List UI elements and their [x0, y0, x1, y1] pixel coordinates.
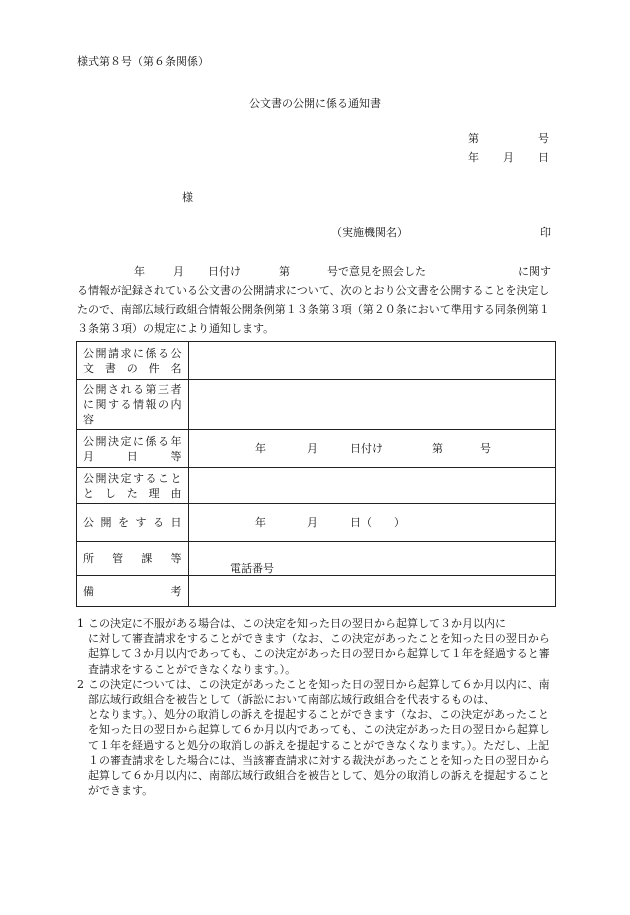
disclosure-day: 日（ ）	[350, 515, 405, 529]
notice-body	[77, 262, 555, 338]
decision-date-value	[189, 430, 556, 468]
subject-value	[189, 342, 556, 380]
note-item	[77, 677, 589, 799]
disclosure-date-value	[189, 504, 556, 542]
form-number: 様式第８号（第６条関係）	[77, 55, 209, 68]
note-number: 1	[77, 617, 84, 630]
decision-year: 年	[255, 441, 266, 455]
body-num-prefix: 第	[279, 265, 290, 278]
decision-reason-label: 公開決定することとした理由	[77, 468, 189, 504]
body-dated: 日付け	[208, 265, 241, 278]
decision-dated: 日付け	[350, 441, 383, 455]
decision-month: 月	[307, 441, 318, 455]
agency-name-label: （実施機関名）	[331, 226, 408, 239]
remarks-label: 備考	[77, 576, 189, 607]
document-title: 公文書の公開に係る通知書	[249, 97, 381, 110]
decision-num-prefix: 第	[432, 441, 443, 455]
third-party-info-label: 公開される第三者に関する情報の内容	[77, 380, 189, 430]
disclosure-date-label: 公開をする日	[77, 504, 189, 542]
decision-reason-value	[189, 468, 556, 504]
note-number: 2	[77, 677, 84, 691]
date-month: 月	[503, 151, 514, 164]
seal-mark: 印	[540, 226, 551, 239]
table-row	[77, 542, 556, 576]
body-num-suffix: 号で意見を照会した	[327, 265, 426, 278]
decision-num-suffix: 号	[480, 441, 491, 455]
disclosure-year: 年	[255, 515, 266, 529]
number-prefix: 第	[468, 132, 479, 145]
addressee-suffix: 様	[182, 191, 193, 204]
date-year: 年	[468, 151, 479, 164]
number-suffix: 号	[538, 132, 549, 145]
phone-number-label: 電話番号	[230, 561, 274, 575]
body-rest: る情報が記録されている公文書の公開請求について、次のとおり公文書を公開することを決定したので、南部広域行政組合情報公開条例第１３条第３項（第２０条において準用する同条例第１３条第３項）の規定により通知します。	[77, 284, 550, 335]
body-first-line	[77, 262, 555, 281]
table-row	[77, 430, 556, 468]
note-item	[77, 616, 605, 677]
table-row	[77, 576, 556, 607]
body-month: 月	[173, 265, 184, 278]
decision-date-label: 公開決定に係る年月日等	[77, 430, 189, 468]
table-row	[77, 342, 556, 380]
department-label: 所管課等	[77, 542, 189, 576]
notes-section	[77, 616, 605, 798]
disclosure-month: 月	[307, 515, 318, 529]
table-row	[77, 380, 556, 430]
subject-label: 公開請求に係る公文書の件名	[77, 342, 189, 380]
body-regarding: に関す	[518, 265, 551, 278]
body-year: 年	[134, 265, 145, 278]
note-text: この決定に不服がある場合は、この決定を知った日の翌日から起算して３か月以内に に対して審査請求をすることができます（なお、この決定があったことを知った日の翌日から起算して３か月以内であっても、この決定があった日の翌日から起算して１年を経過すると審査請求をすることができなくなります。）。	[88, 617, 605, 676]
third-party-info-value	[189, 380, 556, 430]
date-day: 日	[538, 151, 549, 164]
remarks-value	[189, 576, 556, 607]
disclosure-info-table	[76, 341, 556, 607]
table-row	[77, 504, 556, 542]
table-row	[77, 468, 556, 504]
department-value	[189, 542, 556, 576]
note-text: この決定については、この決定があったことを知った日の翌日から起算して６か月以内に、南部広域行政組合を被告として（訴訟において南部広域行政組合を代表するものは、 となります。）、処分の取消しの訴えを提起することができます（なお、この決定があったことを知った日の翌日から起算して６か月以内であっても、この決定があった日の翌日から起算して１年を経過すると処分の取消しの訴えを提起することができなくなります。）。ただし、上記１の審査請求をした場合には、当該審査請求に対する裁決があったことを知った日の翌日から起算して６か月以内に、南部広域行政組合を被告として、処分の取消しの訴えを提起することができます。	[88, 677, 589, 798]
